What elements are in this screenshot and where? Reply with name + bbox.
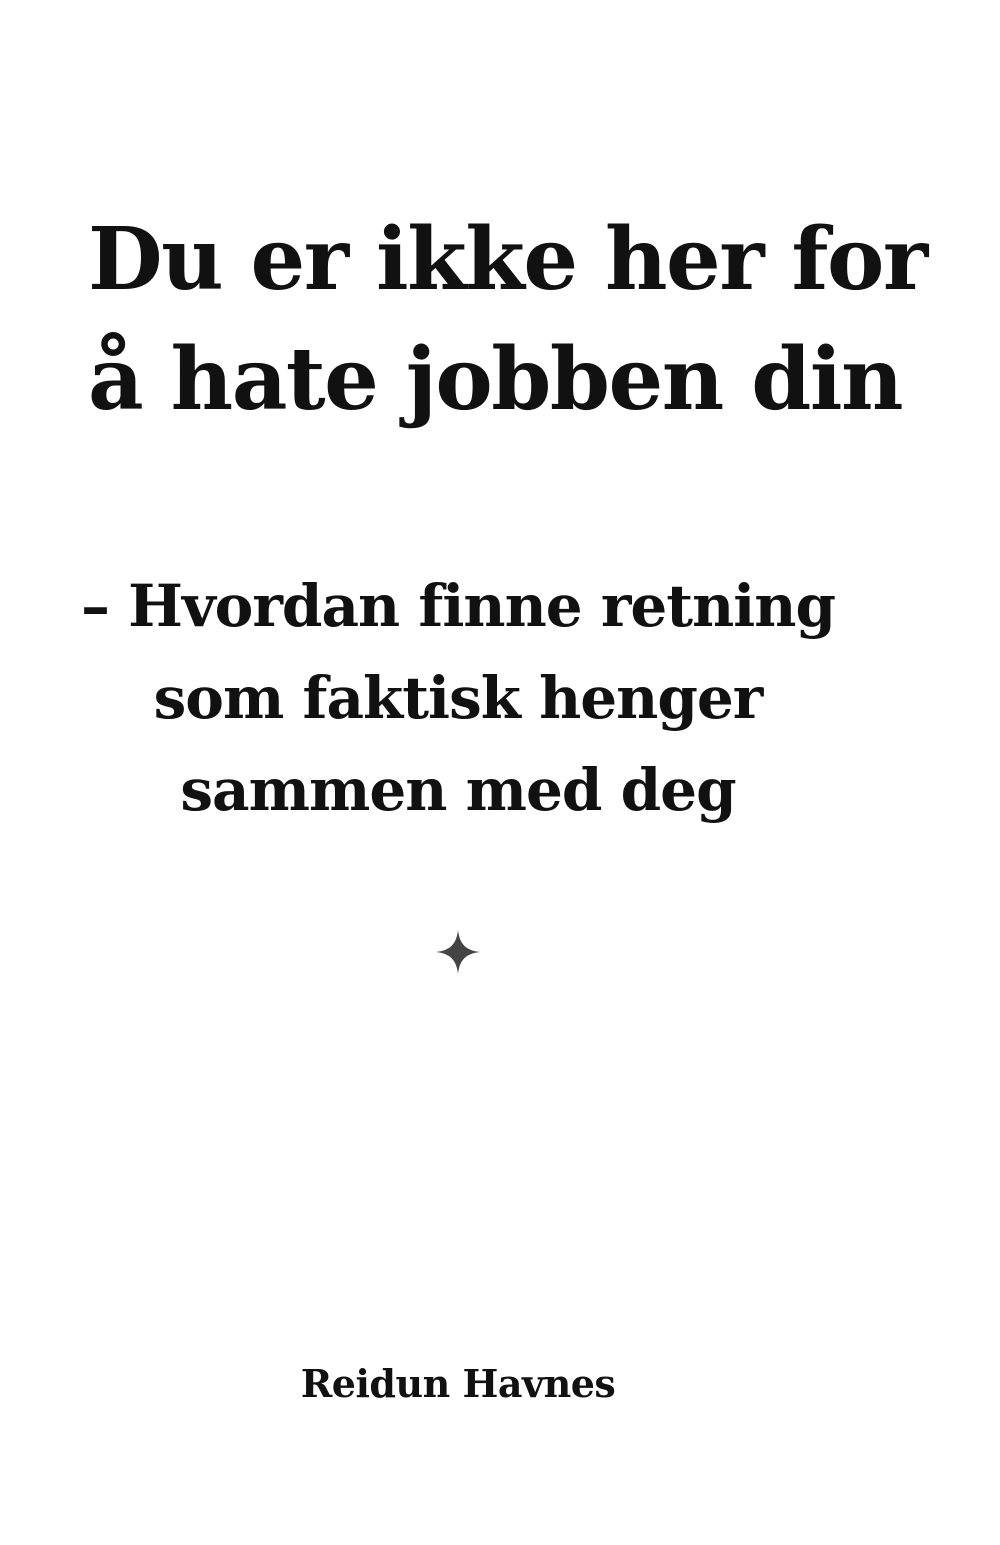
book-subtitle-line: som faktisk henger [153, 664, 763, 732]
book-title-line: Du er ikke her for [88, 209, 927, 310]
book-subtitle-line: sammen med deg [180, 756, 736, 824]
book-title [88, 200, 948, 440]
book-subtitle [0, 560, 916, 836]
book-subtitle-line: – Hvordan finne retning [80, 572, 836, 640]
book-title-line: å hate jobben din [88, 329, 903, 430]
four-point-star-icon [436, 930, 480, 974]
author-name: Reidun Havnes [300, 1361, 616, 1406]
